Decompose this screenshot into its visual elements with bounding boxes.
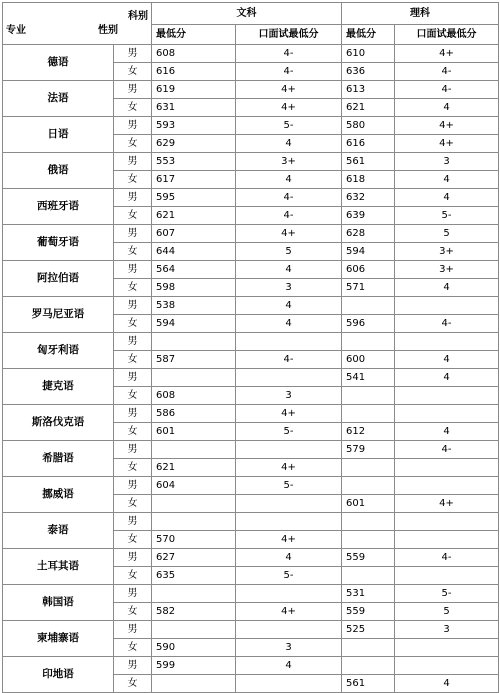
science-oral-min: 4+ — [395, 117, 499, 135]
science-oral-min — [395, 531, 499, 549]
liberal-arts-oral-min: 5- — [236, 477, 342, 495]
science-oral-min: 4- — [395, 315, 499, 333]
gender-cell: 女 — [114, 675, 152, 693]
gender-cell: 男 — [114, 333, 152, 351]
science-min-score — [342, 297, 395, 315]
subject-category-label: 科别 — [128, 11, 148, 22]
liberal-arts-oral-min — [236, 333, 342, 351]
gender-cell: 女 — [114, 135, 152, 153]
gender-cell: 女 — [114, 531, 152, 549]
science-oral-min: 4+ — [395, 135, 499, 153]
gender-cell: 男 — [114, 369, 152, 387]
liberal-arts-min-score: 616 — [152, 63, 236, 81]
table-row — [3, 441, 499, 459]
table-row — [3, 153, 499, 171]
table-row — [3, 549, 499, 567]
science-min-score — [342, 567, 395, 585]
science-min-score-header: 最低分 — [342, 25, 395, 45]
science-oral-min — [395, 387, 499, 405]
liberal-arts-oral-min: 4- — [236, 207, 342, 225]
gender-cell: 女 — [114, 207, 152, 225]
science-min-score: 600 — [342, 351, 395, 369]
liberal-arts-min-score: 586 — [152, 405, 236, 423]
liberal-arts-min-score: 582 — [152, 603, 236, 621]
science-oral-min: 4+ — [395, 45, 499, 63]
gender-cell: 女 — [114, 459, 152, 477]
table-row — [3, 585, 499, 603]
gender-cell: 女 — [114, 63, 152, 81]
liberal-arts-min-score: 629 — [152, 135, 236, 153]
science-min-score: 601 — [342, 495, 395, 513]
liberal-arts-min-score: 553 — [152, 153, 236, 171]
major-name: 印地语 — [3, 657, 114, 693]
science-min-score: 618 — [342, 171, 395, 189]
science-oral-min-header: 口面试最低分 — [395, 25, 499, 45]
gender-cell: 男 — [114, 117, 152, 135]
gender-cell: 男 — [114, 297, 152, 315]
science-min-score — [342, 513, 395, 531]
science-min-score — [342, 531, 395, 549]
major-name: 挪威语 — [3, 477, 114, 513]
science-oral-min — [395, 567, 499, 585]
major-name: 法语 — [3, 81, 114, 117]
major-name: 日语 — [3, 117, 114, 153]
liberal-arts-oral-min: 4 — [236, 261, 342, 279]
science-min-score: 594 — [342, 243, 395, 261]
liberal-arts-min-score — [152, 513, 236, 531]
liberal-arts-oral-min: 4+ — [236, 531, 342, 549]
liberal-arts-min-score: 564 — [152, 261, 236, 279]
liberal-arts-oral-min: 4 — [236, 657, 342, 675]
science-min-score: 616 — [342, 135, 395, 153]
liberal-arts-min-score: 593 — [152, 117, 236, 135]
table-row — [3, 225, 499, 243]
major-name: 西班牙语 — [3, 189, 114, 225]
science-oral-min: 5- — [395, 585, 499, 603]
liberal-arts-min-score: 595 — [152, 189, 236, 207]
score-table — [2, 2, 499, 693]
liberal-arts-header: 文科 — [152, 3, 342, 25]
major-name: 希腊语 — [3, 441, 114, 477]
gender-cell: 男 — [114, 477, 152, 495]
liberal-arts-min-score: 627 — [152, 549, 236, 567]
liberal-arts-min-score: 621 — [152, 459, 236, 477]
science-min-score: 613 — [342, 81, 395, 99]
major-name: 土耳其语 — [3, 549, 114, 585]
liberal-arts-oral-min: 4 — [236, 297, 342, 315]
gender-cell: 女 — [114, 603, 152, 621]
liberal-arts-min-score: 608 — [152, 387, 236, 405]
liberal-arts-min-score-header: 最低分 — [152, 25, 236, 45]
gender-cell: 女 — [114, 243, 152, 261]
science-min-score: 571 — [342, 279, 395, 297]
gender-cell: 男 — [114, 405, 152, 423]
science-oral-min: 4 — [395, 369, 499, 387]
science-oral-min: 4 — [395, 675, 499, 693]
science-oral-min: 3 — [395, 153, 499, 171]
science-min-score: 636 — [342, 63, 395, 81]
science-min-score: 606 — [342, 261, 395, 279]
liberal-arts-oral-min: 4+ — [236, 459, 342, 477]
major-name: 俄语 — [3, 153, 114, 189]
liberal-arts-min-score: 604 — [152, 477, 236, 495]
table-row — [3, 621, 499, 639]
liberal-arts-oral-min: 4+ — [236, 405, 342, 423]
liberal-arts-min-score — [152, 621, 236, 639]
science-min-score — [342, 477, 395, 495]
gender-cell: 男 — [114, 513, 152, 531]
gender-cell: 男 — [114, 45, 152, 63]
liberal-arts-min-score — [152, 369, 236, 387]
liberal-arts-min-score: 644 — [152, 243, 236, 261]
science-oral-min: 5 — [395, 603, 499, 621]
liberal-arts-min-score — [152, 495, 236, 513]
liberal-arts-oral-min — [236, 585, 342, 603]
liberal-arts-oral-min: 5- — [236, 567, 342, 585]
liberal-arts-oral-min: 3+ — [236, 153, 342, 171]
major-name: 斯洛伐克语 — [3, 405, 114, 441]
liberal-arts-oral-min — [236, 369, 342, 387]
major-name: 葡萄牙语 — [3, 225, 114, 261]
liberal-arts-oral-min: 5 — [236, 243, 342, 261]
liberal-arts-min-score: 570 — [152, 531, 236, 549]
science-oral-min: 5- — [395, 207, 499, 225]
liberal-arts-oral-min — [236, 495, 342, 513]
table-row — [3, 297, 499, 315]
major-name: 柬埔寨语 — [3, 621, 114, 657]
science-oral-min: 5 — [395, 225, 499, 243]
major-name: 韩国语 — [3, 585, 114, 621]
science-min-score — [342, 387, 395, 405]
science-min-score — [342, 657, 395, 675]
science-oral-min — [395, 513, 499, 531]
science-min-score — [342, 459, 395, 477]
science-oral-min — [395, 657, 499, 675]
gender-cell: 女 — [114, 99, 152, 117]
liberal-arts-min-score — [152, 333, 236, 351]
liberal-arts-min-score: 590 — [152, 639, 236, 657]
science-min-score: 559 — [342, 549, 395, 567]
liberal-arts-oral-min — [236, 621, 342, 639]
liberal-arts-oral-min: 3 — [236, 639, 342, 657]
science-oral-min — [395, 297, 499, 315]
liberal-arts-oral-min: 4 — [236, 135, 342, 153]
science-min-score: 621 — [342, 99, 395, 117]
liberal-arts-oral-min: 3 — [236, 387, 342, 405]
table-row — [3, 333, 499, 351]
table-row — [3, 117, 499, 135]
liberal-arts-oral-min: 4 — [236, 315, 342, 333]
liberal-arts-oral-min: 4- — [236, 63, 342, 81]
liberal-arts-oral-min: 3 — [236, 279, 342, 297]
liberal-arts-min-score: 594 — [152, 315, 236, 333]
science-min-score: 579 — [342, 441, 395, 459]
gender-cell: 女 — [114, 387, 152, 405]
table-row — [3, 45, 499, 63]
table-row — [3, 261, 499, 279]
science-min-score: 596 — [342, 315, 395, 333]
liberal-arts-oral-min: 4- — [236, 351, 342, 369]
science-min-score — [342, 639, 395, 657]
science-min-score: 561 — [342, 153, 395, 171]
science-oral-min: 4 — [395, 351, 499, 369]
liberal-arts-min-score: 587 — [152, 351, 236, 369]
science-min-score: 559 — [342, 603, 395, 621]
science-min-score: 628 — [342, 225, 395, 243]
gender-cell: 男 — [114, 153, 152, 171]
gender-cell: 女 — [114, 171, 152, 189]
liberal-arts-min-score: 621 — [152, 207, 236, 225]
science-oral-min: 4- — [395, 441, 499, 459]
major-name: 阿拉伯语 — [3, 261, 114, 297]
liberal-arts-oral-min: 4+ — [236, 603, 342, 621]
science-min-score: 531 — [342, 585, 395, 603]
science-min-score: 580 — [342, 117, 395, 135]
gender-cell: 女 — [114, 495, 152, 513]
science-oral-min: 4 — [395, 279, 499, 297]
gender-cell: 女 — [114, 315, 152, 333]
gender-cell: 女 — [114, 639, 152, 657]
liberal-arts-min-score — [152, 441, 236, 459]
liberal-arts-min-score — [152, 675, 236, 693]
liberal-arts-min-score: 619 — [152, 81, 236, 99]
gender-cell: 男 — [114, 441, 152, 459]
science-oral-min — [395, 405, 499, 423]
science-oral-min: 3 — [395, 621, 499, 639]
science-min-score: 612 — [342, 423, 395, 441]
science-oral-min: 4 — [395, 423, 499, 441]
liberal-arts-oral-min: 4- — [236, 189, 342, 207]
major-name: 德语 — [3, 45, 114, 81]
table-row — [3, 189, 499, 207]
liberal-arts-oral-min — [236, 675, 342, 693]
table-row — [3, 369, 499, 387]
liberal-arts-oral-min: 4+ — [236, 225, 342, 243]
liberal-arts-oral-min — [236, 441, 342, 459]
major-name: 罗马尼亚语 — [3, 297, 114, 333]
liberal-arts-oral-min: 4+ — [236, 81, 342, 99]
liberal-arts-min-score: 538 — [152, 297, 236, 315]
gender-cell: 男 — [114, 261, 152, 279]
liberal-arts-min-score: 631 — [152, 99, 236, 117]
science-oral-min: 3+ — [395, 261, 499, 279]
gender-cell: 女 — [114, 279, 152, 297]
gender-cell: 女 — [114, 423, 152, 441]
liberal-arts-oral-min: 4+ — [236, 99, 342, 117]
table-row — [3, 477, 499, 495]
gender-cell: 女 — [114, 351, 152, 369]
liberal-arts-oral-min: 4 — [236, 549, 342, 567]
score-table-body — [3, 3, 499, 693]
table-row — [3, 657, 499, 675]
gender-cell: 男 — [114, 549, 152, 567]
liberal-arts-min-score — [152, 585, 236, 603]
major-column-label: 专业 — [6, 25, 26, 36]
gender-cell: 男 — [114, 585, 152, 603]
table-row — [3, 405, 499, 423]
liberal-arts-min-score: 608 — [152, 45, 236, 63]
science-oral-min: 4+ — [395, 495, 499, 513]
major-name: 泰语 — [3, 513, 114, 549]
science-min-score — [342, 405, 395, 423]
gender-cell: 男 — [114, 657, 152, 675]
liberal-arts-oral-min: 4- — [236, 45, 342, 63]
science-oral-min: 4- — [395, 63, 499, 81]
gender-cell: 男 — [114, 225, 152, 243]
liberal-arts-oral-min: 4 — [236, 171, 342, 189]
science-min-score: 639 — [342, 207, 395, 225]
science-oral-min: 3+ — [395, 243, 499, 261]
science-min-score: 541 — [342, 369, 395, 387]
science-oral-min: 4- — [395, 549, 499, 567]
gender-cell: 男 — [114, 81, 152, 99]
gender-cell: 男 — [114, 621, 152, 639]
table-row — [3, 81, 499, 99]
liberal-arts-min-score: 598 — [152, 279, 236, 297]
corner-header-cell — [3, 3, 152, 45]
liberal-arts-min-score: 599 — [152, 657, 236, 675]
liberal-arts-min-score: 601 — [152, 423, 236, 441]
liberal-arts-oral-min: 5- — [236, 117, 342, 135]
science-min-score: 561 — [342, 675, 395, 693]
science-oral-min — [395, 459, 499, 477]
science-oral-min: 4- — [395, 81, 499, 99]
science-min-score — [342, 333, 395, 351]
liberal-arts-min-score: 635 — [152, 567, 236, 585]
science-oral-min: 4 — [395, 189, 499, 207]
science-oral-min — [395, 333, 499, 351]
liberal-arts-min-score: 617 — [152, 171, 236, 189]
liberal-arts-oral-min-header: 口面试最低分 — [236, 25, 342, 45]
science-oral-min: 4 — [395, 171, 499, 189]
gender-column-label: 性别 — [98, 25, 118, 36]
liberal-arts-oral-min: 5- — [236, 423, 342, 441]
science-oral-min — [395, 477, 499, 495]
gender-cell: 男 — [114, 189, 152, 207]
science-min-score: 610 — [342, 45, 395, 63]
major-name: 捷克语 — [3, 369, 114, 405]
major-name: 匈牙利语 — [3, 333, 114, 369]
science-header: 理科 — [342, 3, 499, 25]
science-oral-min: 4 — [395, 99, 499, 117]
liberal-arts-min-score: 607 — [152, 225, 236, 243]
table-row — [3, 513, 499, 531]
science-min-score: 632 — [342, 189, 395, 207]
gender-cell: 女 — [114, 567, 152, 585]
liberal-arts-oral-min — [236, 513, 342, 531]
header-row-1 — [3, 3, 499, 25]
science-oral-min — [395, 639, 499, 657]
science-min-score: 525 — [342, 621, 395, 639]
